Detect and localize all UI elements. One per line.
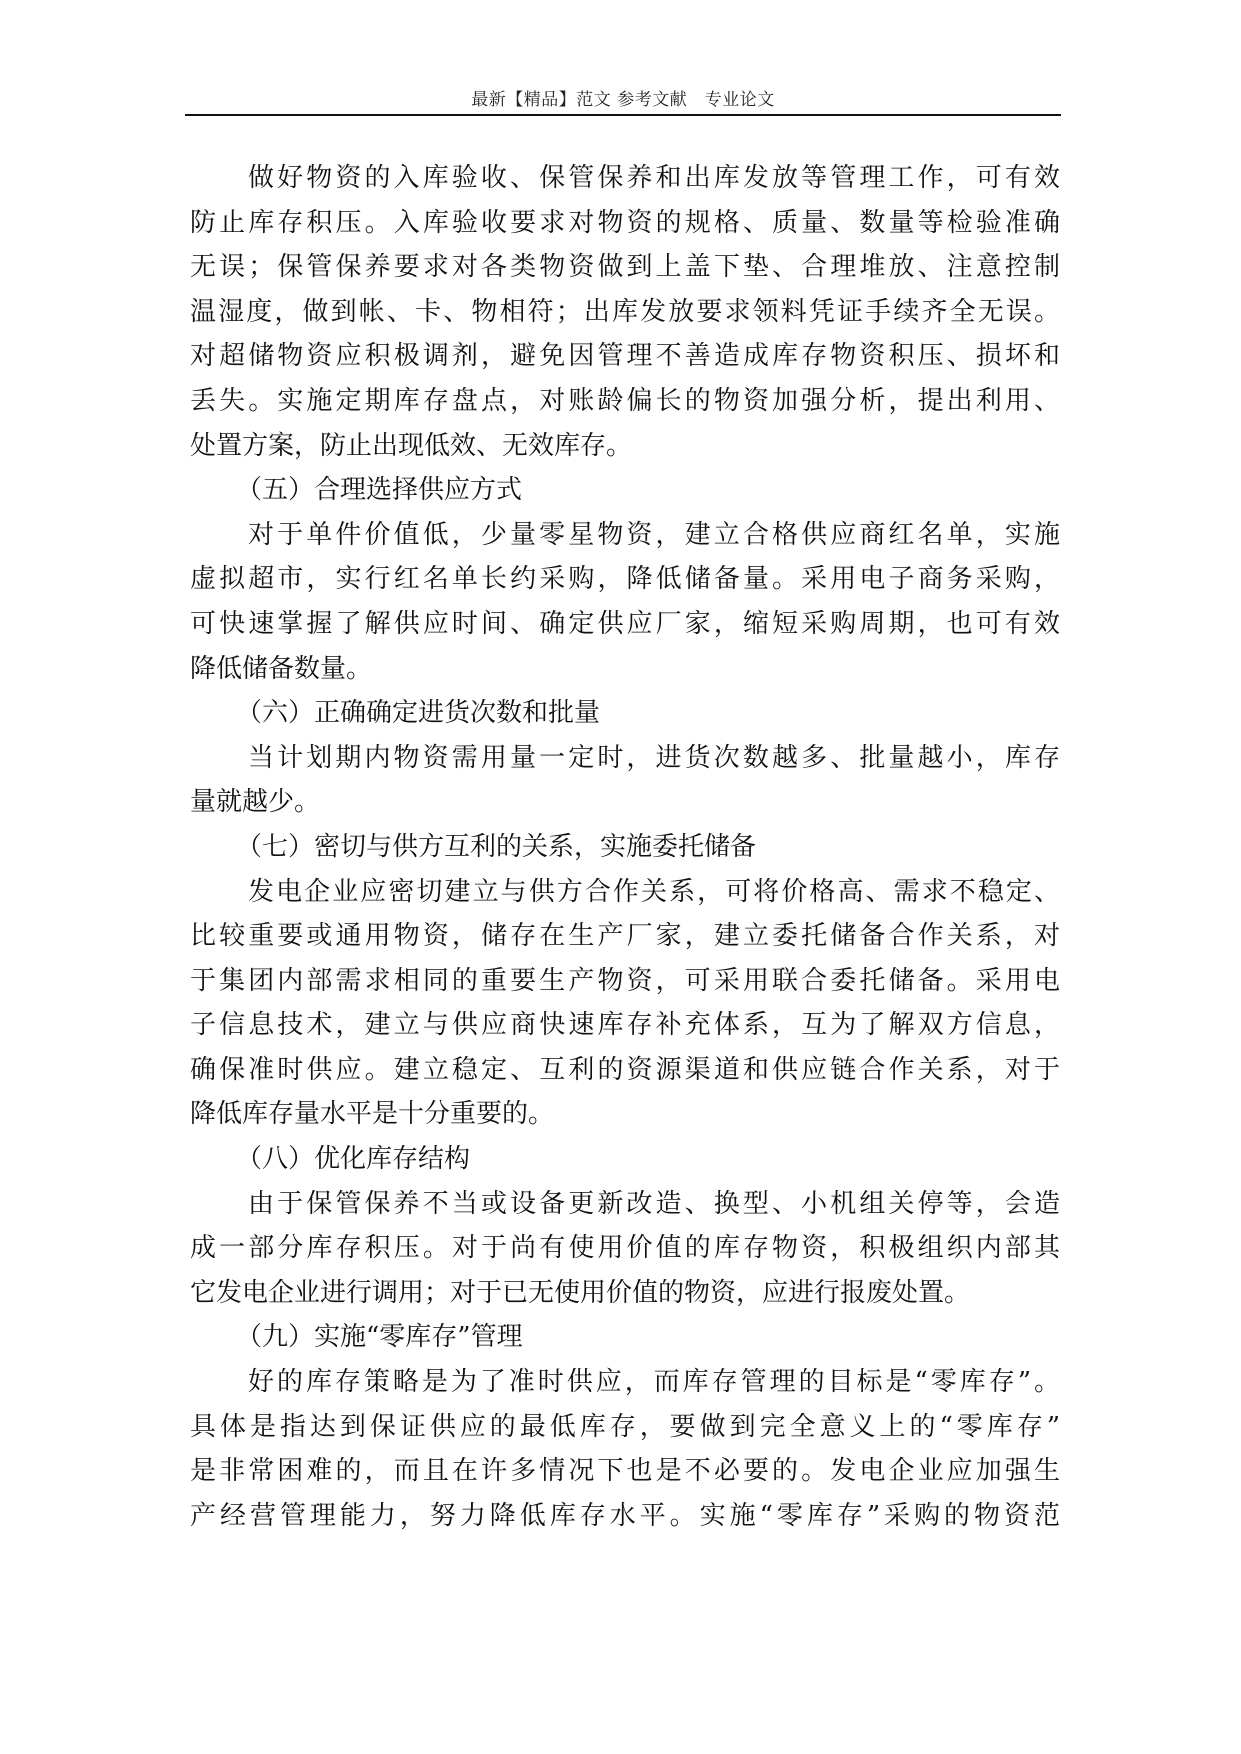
text-line: 具体是指达到保证供应的最低库存，要做到完全意义上的“零库存” — [190, 1411, 1060, 1442]
text-line: 由于保管保养不当或设备更新改造、换型、小机组关停等，会造 — [248, 1188, 1060, 1219]
text-line: 于集团内部需求相同的重要生产物资，可采用联合委托储备。采用电 — [190, 965, 1060, 996]
text-line: 温湿度，做到帐、卡、物相符；出库发放要求领料凭证手续齐全无误。 — [190, 296, 1060, 327]
text-line: 成一部分库存积压。对于尚有使用价值的库存物资，积极组织内部其 — [190, 1233, 1060, 1264]
text-line: 对超储物资应积极调剂，避免因管理不善造成库存物资积压、损坏和 — [190, 341, 1060, 372]
text-line: 确保准时供应。建立稳定、互利的资源渠道和供应链合作关系，对于 — [190, 1054, 1060, 1085]
text-line: 可快速掌握了解供应时间、确定供应厂家，缩短采购周期，也可有效 — [190, 608, 1060, 639]
text-line: 子信息技术，建立与供应商快速库存补充体系，互为了解双方信息， — [190, 1010, 1060, 1041]
text-line: 无误；保管保养要求对各类物资做到上盖下垫、合理堆放、注意控制 — [190, 252, 1060, 283]
text-line: 对于单件价值低，少量零星物资，建立合格供应商红名单，实施 — [248, 519, 1060, 550]
text-line: 比较重要或通用物资，储存在生产厂家，建立委托储备合作关系，对 — [190, 921, 1060, 952]
section-heading: （九）实施“零库存”管理 — [236, 1322, 523, 1353]
text-line: 做好物资的入库验收、保管保养和出库发放等管理工作，可有效 — [248, 163, 1060, 193]
section-heading: （七）密切与供方互利的关系，实施委托储备 — [236, 831, 757, 862]
text-line: 防止库存积压。入库验收要求对物资的规格、质量、数量等检验准确 — [190, 207, 1060, 238]
text-line: 当计划期内物资需用量一定时，进货次数越多、批量越小，库存 — [248, 742, 1060, 773]
section-heading: （八）优化库存结构 — [236, 1144, 471, 1175]
text-line: 量就越少。 — [190, 787, 321, 818]
text-line: 它发电企业进行调用；对于已无使用价值的物资，应进行报废处置。 — [190, 1277, 971, 1308]
text-line: 处置方案，防止出现低效、无效库存。 — [190, 430, 633, 461]
page-header: 最新【精品】范文 参考文献 专业论文 — [471, 90, 775, 110]
paragraph — [190, 156, 1060, 468]
section-heading: （五）合理选择供应方式 — [236, 475, 523, 506]
text-line: 发电企业应密切建立与供方合作关系，可将价格高、需求不稳定、 — [248, 876, 1060, 907]
text-line: 降低储备数量。 — [190, 653, 373, 684]
text-line: 产经营管理能力，努力降低库存水平。实施“零库存”采购的物资范 — [190, 1500, 1060, 1531]
text-line: 是非常困难的，而且在许多情况下也是不必要的。发电企业应加强生 — [190, 1456, 1060, 1487]
text-line: 虚拟超市，实行红名单长约采购，降低储备量。采用电子商务采购， — [190, 564, 1060, 595]
paragraph — [190, 870, 1060, 1138]
header-divider — [185, 114, 1061, 116]
paragraph — [190, 513, 1060, 691]
text-line: 降低库存量水平是十分重要的。 — [190, 1099, 555, 1130]
section-heading: （六）正确确定进货次数和批量 — [236, 698, 601, 729]
document-body — [190, 156, 1060, 1538]
text-line: 好的库存策略是为了准时供应，而库存管理的目标是“零库存”。 — [248, 1367, 1060, 1398]
paragraph — [190, 736, 1060, 825]
paragraph — [190, 1182, 1060, 1316]
text-line: 丢失。实施定期库存盘点，对账龄偏长的物资加强分析，提出利用、 — [190, 385, 1060, 416]
paragraph — [190, 1360, 1060, 1538]
